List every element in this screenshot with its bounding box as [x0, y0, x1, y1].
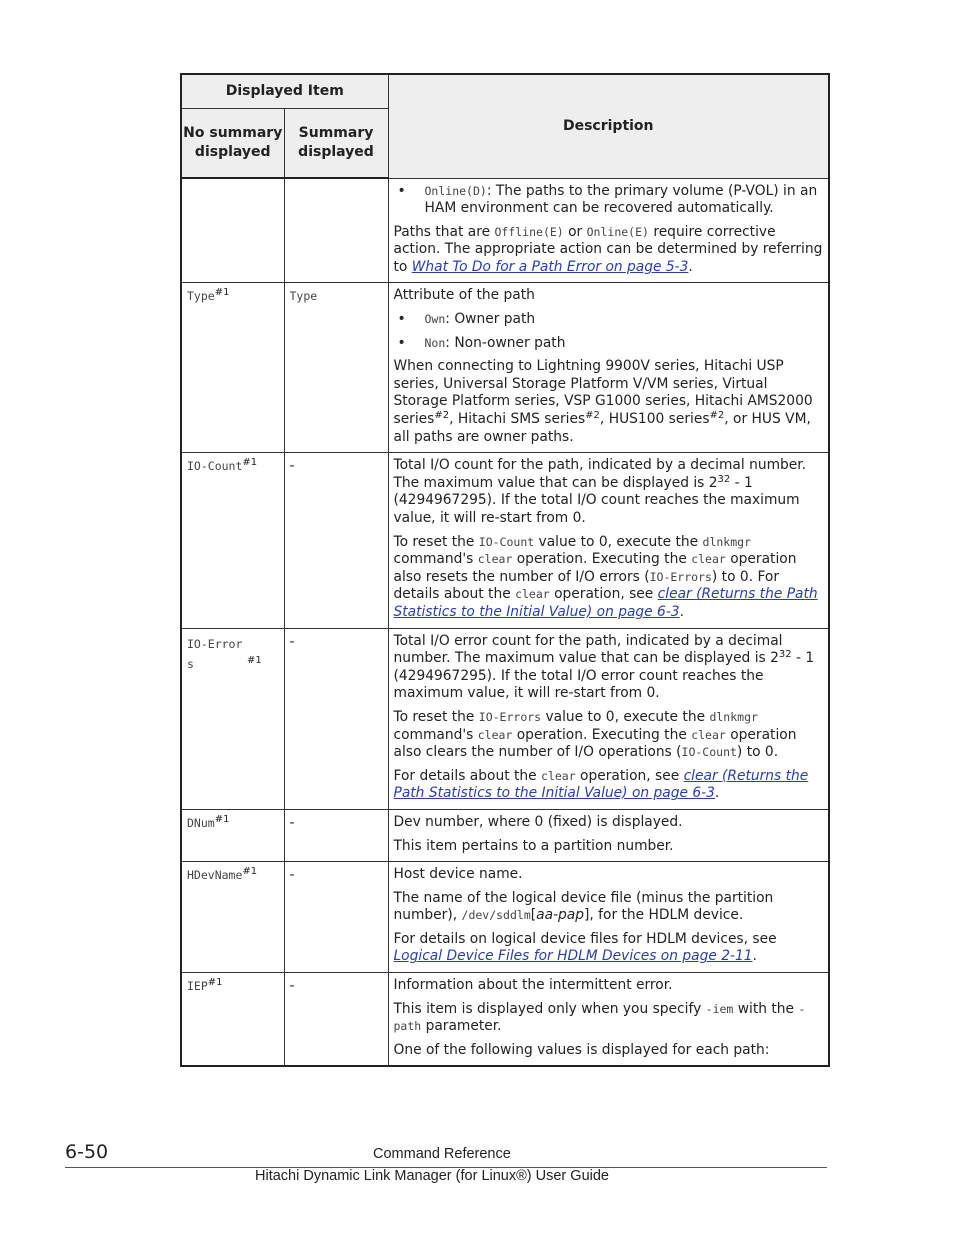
paragraph: To reset the IO-Errors value to 0, execute the dlnkmgr command's clear operation. Executing the clear operation also clears the number of I/O operations (IO-Count) to 0. [393, 708, 797, 761]
header-no-summary: No summary displayed [181, 109, 284, 179]
paragraph: This item is displayed only when you specify -iem with the -path parameter. [393, 1000, 806, 1035]
cell-summary: - [284, 809, 388, 861]
list-item: • Online(D): The paths to the primary volume (P-VOL) in an HAM environment can be recovered automatically. [394, 183, 824, 218]
link-clear-operation[interactable]: clear (Returns the Path Statistics to the Initial Value) on page 6-3 [393, 767, 809, 802]
cell-summary: - [284, 628, 388, 809]
paragraph: Paths that are Offline(E) or Online(E) require corrective action. The appropriate action can be determined by referring to What To Do for a Path Error on page 5-3. [393, 223, 823, 275]
footer-section: Command Reference [373, 1146, 511, 1162]
reference-table [180, 73, 830, 1067]
page-number: 6-50 [65, 1141, 109, 1163]
cell-description [388, 628, 829, 809]
paragraph: For details on logical device files for HDLM devices, see Logical Device Files for HDLM Devices on page 2-11. [393, 930, 777, 965]
cell-summary: - [284, 862, 388, 973]
cell-no-summary: IO-Count$^{\#1}$ [181, 453, 284, 628]
cell-no-summary: DNum$^{\#1}$ [181, 809, 284, 861]
footer-guide-title: Hitachi Dynamic Link Manager (for Linux®) User Guide [255, 1168, 609, 1184]
header-displayed-item: Displayed Item [181, 74, 388, 109]
cell-description: Host device name. The name of the logical device file (minus the partition number), /dev/sddlm[aa-pap], for the HDLM device. For details on logical device files for HDLM devices, see Logical Device Files for HDLM Devices on page 2-11. [388, 862, 829, 973]
header-description: Description [388, 74, 829, 178]
cell-summary: - [284, 453, 388, 628]
header-summary: Summary displayed [284, 109, 388, 179]
cell-summary: Type [284, 283, 388, 453]
paragraph: The name of the logical device file (minus the partition number), /dev/sddlm[aa-pap], for the HDLM device. [393, 889, 774, 924]
cell-no-summary: IO-Errors $^{\#1}$ [181, 628, 284, 809]
list-item: • Non: Non-owner path [394, 335, 824, 353]
cell-description: Dev number, where 0 (fixed) is displayed. This item pertains to a partition number. [388, 809, 829, 861]
table-row [181, 178, 829, 283]
paragraph: Total I/O count for the path, indicated by a decimal number. The maximum value that can be displayed is $2^{32} - 1$ (4294967295). If the total I/O count reaches the maximum value, it will re-start from 0. [393, 457, 807, 526]
cell-empty [284, 178, 388, 283]
cell-description [388, 178, 829, 283]
cell-description [388, 453, 829, 628]
link-clear-operation[interactable]: clear (Returns the Path Statistics to the Initial Value) on page 6-3 [393, 586, 818, 620]
link-logical-device-files[interactable]: Logical Device Files for HDLM Devices on page 2-11 [393, 948, 753, 965]
paragraph: To reset the IO-Count value to 0, execute the dlnkmgr command's clear operation. Executing the clear operation also resets the number of I/O errors (IO-Errors) to 0. For details about the clear operation, see clear (Returns the Path Statistics to the Initial Value) on page 6-3. [393, 533, 818, 620]
paragraph: For details about the clear operation, see clear (Returns the Path Statistics to the Initial Value) on page 6-3. [393, 767, 809, 802]
cell-description: Information about the intermittent error. This item is displayed only when you specify -iem with the -path parameter. One of the following values is displayed for each path: [388, 973, 829, 1067]
cell-description: Attribute of the path • Own: Owner path • Non: Non-owner path When connecting to Lightning 9900V series, Hitachi USP series, Universal Storage Platform V/VM series, Virtual Storage Platform series, VSP G1000 series, Hitachi AMS2000 series$^{\#2}$, Hitachi SMS series$^{\#2}$, HUS100 series$^{\#2}$, or HUS VM, all paths are owner paths. [388, 283, 829, 453]
bullet-list [394, 183, 824, 218]
table-row [181, 809, 829, 861]
cell-no-summary: Type$^{\#1}$ [181, 283, 284, 453]
cell-summary: - [284, 973, 388, 1067]
table-row [181, 973, 829, 1067]
cell-empty [181, 178, 284, 283]
table-row [181, 628, 829, 809]
paragraph: Total I/O error count for the path, indicated by a decimal number. The maximum value that can be displayed is $2^{32} - 1$ (4294967295). If the total I/O error count reaches the maximum value, it will re-start from 0. [393, 632, 815, 702]
bullet-list [394, 311, 824, 352]
table-row [181, 862, 829, 973]
table-row [181, 453, 829, 628]
list-item: • Own: Owner path [394, 311, 824, 329]
paragraph: When connecting to Lightning 9900V series, Hitachi USP series, Universal Storage Platform V/VM series, Virtual Storage Platform series, VSP G1000 series, Hitachi AMS2000 series$^{\#2}$, Hitachi SMS series$^{\#2}$, HUS100 series$^{\#2}$, or HUS VM, all paths are owner paths. [393, 358, 813, 445]
cell-no-summary: HDevName$^{\#1}$ [181, 862, 284, 973]
table-row [181, 283, 829, 453]
link-path-error[interactable]: What To Do for a Path Error on page 5-3 [411, 258, 689, 275]
cell-no-summary: IEP$^{\#1}$ [181, 973, 284, 1067]
table-header [181, 74, 829, 178]
